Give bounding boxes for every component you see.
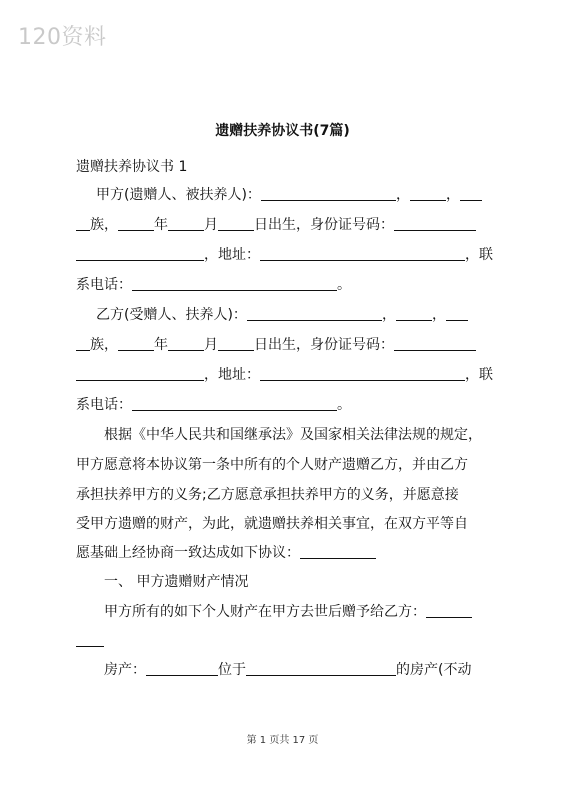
intro-line-5: 愿基础上经协商一致达成如下协议：	[76, 544, 376, 562]
blank	[394, 216, 476, 231]
blank	[118, 216, 154, 231]
blank	[247, 306, 382, 321]
blank	[246, 661, 396, 676]
clause-1-text: 甲方所有的如下个人财产在甲方去世后赠予给乙方：	[104, 603, 472, 621]
party-a-line-4: 系电话： 。	[76, 277, 351, 293]
blank	[168, 216, 204, 231]
intro-line-2: 甲方愿意将本协议第一条中所有的个人财产遗赠乙方，并由乙方	[76, 457, 468, 473]
blank	[410, 186, 446, 201]
party-a-line-3: ，地址： ，联	[76, 246, 493, 264]
blank	[260, 246, 465, 261]
party-b-line-4: 系电话： 。	[76, 397, 351, 413]
intro-line-4: 受甲方遗赠的财产，为此，就遗赠扶养相关事宜，在双方平等自	[76, 516, 468, 532]
blank	[168, 336, 204, 351]
blank	[394, 336, 476, 351]
page-footer: 第 1 页共 17 页	[246, 735, 319, 746]
blank	[76, 336, 90, 351]
clause-1-heading: 一、 甲方遗赠财产情况	[104, 574, 249, 590]
blank	[76, 366, 204, 381]
document-title: 遗赠扶养协议书(7篇)	[215, 123, 350, 139]
blank	[132, 396, 337, 411]
blank	[76, 632, 104, 647]
blank	[260, 366, 465, 381]
watermark: 120资料	[18, 25, 107, 50]
blank	[460, 186, 482, 201]
blank	[218, 216, 254, 231]
blank	[118, 336, 154, 351]
blank	[396, 306, 432, 321]
blank	[76, 246, 204, 261]
party-b-line-1: 乙方(受赠人、扶养人)： ， ，	[96, 306, 468, 324]
intro-line-3: 承担扶养甲方的义务;乙方愿意承担扶养甲方的义务，并愿意接	[76, 487, 459, 503]
party-b-line-2: 族， 年 月 日出生，身份证号码：	[76, 336, 476, 354]
blank	[261, 186, 396, 201]
blank	[132, 276, 337, 291]
blank	[300, 544, 376, 559]
blank	[446, 306, 468, 321]
party-a-line-2: 族， 年 月 日出生，身份证号码：	[76, 216, 476, 234]
clause-1-continuation	[76, 632, 104, 650]
blank	[426, 603, 472, 618]
section-title: 遗赠扶养协议书 1	[76, 159, 188, 175]
house-line: 房产： 位于 的房产(不动	[104, 662, 472, 678]
blank	[146, 661, 218, 676]
party-a-line-1: 甲方(遗赠人、被扶养人)： ， ，	[96, 186, 482, 204]
party-b-line-3: ，地址： ，联	[76, 366, 493, 384]
intro-line-1: 根据《中华人民共和国继承法》及国家相关法律法规的规定，	[104, 427, 482, 443]
blank	[218, 336, 254, 351]
blank	[76, 216, 90, 231]
